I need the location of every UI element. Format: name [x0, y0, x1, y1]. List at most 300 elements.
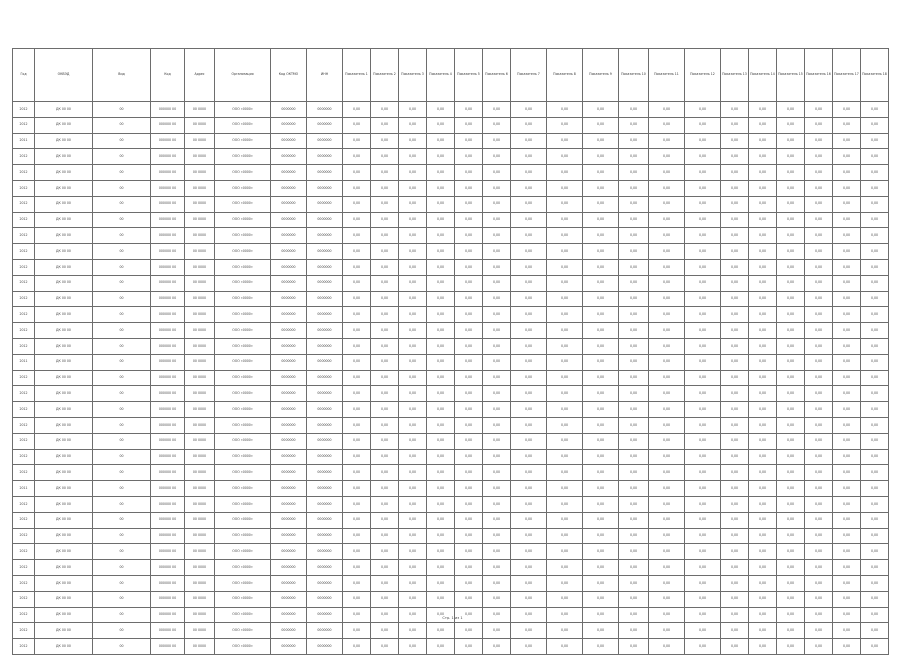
table-cell: 0,00	[399, 354, 427, 370]
table-cell: 000000 00	[151, 212, 185, 228]
table-row	[13, 165, 889, 181]
table-cell: 0,00	[371, 465, 399, 481]
table-cell: 0,00	[427, 528, 455, 544]
table-cell: 0,00	[399, 149, 427, 165]
table-cell: 0,00	[833, 512, 861, 528]
table-cell: 0,00	[685, 338, 721, 354]
table-cell: 0,00	[649, 417, 685, 433]
table-cell: 0000000	[271, 386, 307, 402]
table-cell: 00 0000	[185, 323, 215, 339]
table-cell: 0,00	[583, 244, 619, 260]
table-cell: 0,00	[721, 575, 749, 591]
table-cell: 0,00	[777, 275, 805, 291]
table-cell: 0,00	[721, 449, 749, 465]
table-cell: 0,00	[583, 623, 619, 639]
table-cell: 0,00	[777, 259, 805, 275]
table-cell: 0000000	[271, 244, 307, 260]
table-cell: 0,00	[483, 102, 511, 118]
table-cell: 0,00	[427, 575, 455, 591]
table-cell: 00 0000	[185, 244, 215, 260]
table-cell: 2012	[13, 323, 35, 339]
table-cell: 0,00	[583, 275, 619, 291]
table-cell: 0,00	[511, 544, 547, 560]
table-cell: 0,00	[371, 639, 399, 655]
table-cell: 00	[93, 386, 151, 402]
table-cell: 0,00	[371, 165, 399, 181]
table-cell: 0,00	[343, 259, 371, 275]
table-cell: 0,00	[721, 275, 749, 291]
table-cell: 0,00	[861, 149, 889, 165]
table-cell: 0,00	[547, 544, 583, 560]
table-row	[13, 370, 889, 386]
table-cell: 00 0000	[185, 560, 215, 576]
table-cell: 0,00	[685, 623, 721, 639]
table-cell: 0000000	[307, 228, 343, 244]
table-cell: ДК 00 00	[35, 338, 93, 354]
table-cell: 0,00	[685, 560, 721, 576]
table-cell: 0,00	[777, 370, 805, 386]
table-cell: 0000000	[307, 481, 343, 497]
table-cell: 0,00	[399, 370, 427, 386]
table-cell: 0,00	[833, 370, 861, 386]
table-cell: 0000000	[307, 165, 343, 181]
table-cell: 0,00	[861, 481, 889, 497]
table-cell: 0000000	[307, 338, 343, 354]
table-cell: 000000 00	[151, 607, 185, 623]
table-cell: ДК 00 00	[35, 180, 93, 196]
table-cell: 0,00	[399, 133, 427, 149]
table-cell: 0000000	[271, 133, 307, 149]
table-cell: 00	[93, 465, 151, 481]
table-cell: 0,00	[371, 512, 399, 528]
table-cell: 000000 00	[151, 370, 185, 386]
table-cell: 00	[93, 244, 151, 260]
table-cell: 0,00	[547, 575, 583, 591]
table-cell: 0,00	[833, 180, 861, 196]
table-cell: 0,00	[721, 323, 749, 339]
table-cell: 0,00	[483, 259, 511, 275]
table-cell: 00 0000	[185, 575, 215, 591]
table-row	[13, 402, 889, 418]
table-cell: 0000000	[307, 544, 343, 560]
table-cell: 0,00	[749, 449, 777, 465]
table-cell: 2012	[13, 291, 35, 307]
column-header: Показатель 14	[749, 49, 777, 102]
table-cell: 0,00	[371, 180, 399, 196]
table-cell: 2012	[13, 639, 35, 655]
table-cell: 0,00	[685, 512, 721, 528]
table-cell: 0,00	[721, 102, 749, 118]
table-cell: 0000000	[307, 244, 343, 260]
table-cell: 0,00	[685, 180, 721, 196]
table-cell: 0,00	[833, 607, 861, 623]
table-cell: 0,00	[583, 370, 619, 386]
table-cell: 0,00	[619, 259, 649, 275]
table-cell: 0000000	[271, 165, 307, 181]
table-row	[13, 386, 889, 402]
table-cell: 0,00	[833, 196, 861, 212]
table-cell: 0,00	[483, 291, 511, 307]
table-cell: 0,00	[721, 117, 749, 133]
table-cell: 0,00	[777, 481, 805, 497]
table-cell: 0,00	[371, 212, 399, 228]
table-cell: 0,00	[455, 259, 483, 275]
table-cell: 0,00	[511, 370, 547, 386]
table-cell: 00	[93, 433, 151, 449]
table-cell: 0,00	[861, 402, 889, 418]
table-cell: ДК 00 00	[35, 117, 93, 133]
table-cell: 0000000	[271, 512, 307, 528]
table-cell: 0,00	[547, 607, 583, 623]
table-cell: 0,00	[547, 244, 583, 260]
table-cell: 00	[93, 102, 151, 118]
table-cell: 0,00	[455, 449, 483, 465]
table-cell: 0,00	[685, 449, 721, 465]
table-cell: 000000 00	[151, 417, 185, 433]
table-cell: 00	[93, 338, 151, 354]
table-cell: 00 0000	[185, 196, 215, 212]
table-cell: 0,00	[805, 149, 833, 165]
table-cell: 00	[93, 180, 151, 196]
table-cell: 0000000	[271, 307, 307, 323]
table-cell: 0,00	[777, 402, 805, 418]
table-cell: 0,00	[547, 528, 583, 544]
table-cell: 0,00	[833, 275, 861, 291]
table-cell: 0,00	[721, 338, 749, 354]
table-cell: ООО «0000»	[215, 117, 271, 133]
table-cell: 0000000	[307, 465, 343, 481]
column-header: Код ОКТМО	[271, 49, 307, 102]
table-cell: 0,00	[861, 338, 889, 354]
table-cell: 0,00	[371, 496, 399, 512]
table-cell: 000000 00	[151, 338, 185, 354]
table-cell: 0,00	[649, 244, 685, 260]
table-cell: ООО «0000»	[215, 623, 271, 639]
table-cell: 0,00	[619, 607, 649, 623]
table-cell: 0000000	[307, 323, 343, 339]
table-cell: 0,00	[777, 212, 805, 228]
table-cell: 0,00	[583, 528, 619, 544]
table-cell: 0,00	[583, 354, 619, 370]
table-cell: ДК 00 00	[35, 196, 93, 212]
table-cell: 0,00	[805, 528, 833, 544]
table-cell: 0,00	[805, 433, 833, 449]
table-cell: 2012	[13, 386, 35, 402]
table-cell: ООО «0000»	[215, 102, 271, 118]
table-cell: 0,00	[685, 307, 721, 323]
table-cell: 0,00	[861, 433, 889, 449]
table-cell: 0,00	[805, 259, 833, 275]
table-cell: 00 0000	[185, 481, 215, 497]
table-cell: 0,00	[685, 465, 721, 481]
table-cell: 0000000	[271, 449, 307, 465]
table-cell: 0,00	[749, 433, 777, 449]
table-cell: 0,00	[583, 323, 619, 339]
table-cell: 000000 00	[151, 323, 185, 339]
table-cell: 0,00	[805, 449, 833, 465]
table-cell: 0,00	[777, 323, 805, 339]
table-cell: 0000000	[271, 591, 307, 607]
table-cell: 00	[93, 212, 151, 228]
table-cell: 0,00	[547, 496, 583, 512]
table-cell: 0,00	[455, 307, 483, 323]
table-cell: 0,00	[749, 370, 777, 386]
table-cell: 0,00	[805, 117, 833, 133]
table-cell: 0,00	[427, 591, 455, 607]
table-cell: 0,00	[833, 481, 861, 497]
table-cell: ДК 00 00	[35, 607, 93, 623]
table-cell: 2012	[13, 149, 35, 165]
table-cell: 0,00	[749, 275, 777, 291]
table-cell: 0,00	[619, 244, 649, 260]
table-cell: ООО «0000»	[215, 481, 271, 497]
table-cell: 0,00	[721, 623, 749, 639]
table-cell: 0,00	[455, 338, 483, 354]
table-cell: 0,00	[427, 259, 455, 275]
table-cell: 0,00	[483, 607, 511, 623]
table-cell: 0000000	[307, 196, 343, 212]
table-cell: 0,00	[649, 228, 685, 244]
table-cell: 2011	[13, 354, 35, 370]
table-cell: 0,00	[833, 354, 861, 370]
table-cell: 0,00	[371, 575, 399, 591]
column-header: Показатель 2	[371, 49, 399, 102]
table-cell: ДК 00 00	[35, 244, 93, 260]
table-cell: 00	[93, 575, 151, 591]
table-cell: 00	[93, 591, 151, 607]
table-cell: 2012	[13, 259, 35, 275]
table-cell: ООО «0000»	[215, 575, 271, 591]
table-cell: 0,00	[805, 544, 833, 560]
table-cell: 0,00	[805, 307, 833, 323]
table-cell: ДК 00 00	[35, 212, 93, 228]
table-cell: 0,00	[833, 228, 861, 244]
table-cell: 00 0000	[185, 417, 215, 433]
table-cell: 0,00	[511, 465, 547, 481]
column-header: Показатель 13	[721, 49, 749, 102]
table-cell: 0,00	[805, 291, 833, 307]
table-cell: 2012	[13, 544, 35, 560]
table-cell: 0000000	[271, 465, 307, 481]
table-cell: 0,00	[399, 338, 427, 354]
table-cell: 0000000	[271, 354, 307, 370]
table-cell: 0,00	[685, 639, 721, 655]
table-cell: 0,00	[777, 354, 805, 370]
table-cell: 0,00	[427, 417, 455, 433]
table-cell: 0,00	[721, 370, 749, 386]
table-cell: ДК 00 00	[35, 433, 93, 449]
table-cell: 2012	[13, 370, 35, 386]
table-cell: 0,00	[371, 291, 399, 307]
table-cell: 00 0000	[185, 402, 215, 418]
table-cell: 0000000	[271, 623, 307, 639]
table-cell: 0,00	[749, 133, 777, 149]
table-cell: 0,00	[649, 117, 685, 133]
table-cell: 0,00	[619, 386, 649, 402]
table-cell: 0,00	[649, 623, 685, 639]
table-cell: 0,00	[483, 307, 511, 323]
table-cell: 0,00	[427, 291, 455, 307]
table-cell: 0,00	[455, 528, 483, 544]
table-cell: 0,00	[583, 307, 619, 323]
table-cell: 0,00	[649, 481, 685, 497]
table-cell: 000000 00	[151, 275, 185, 291]
table-cell: ДК 00 00	[35, 102, 93, 118]
table-cell: 2012	[13, 465, 35, 481]
table-cell: 00 0000	[185, 433, 215, 449]
table-cell: 0,00	[777, 196, 805, 212]
table-cell: 0,00	[685, 370, 721, 386]
table-cell: 0,00	[833, 259, 861, 275]
table-cell: 0000000	[307, 449, 343, 465]
table-cell: 0,00	[749, 228, 777, 244]
table-cell: 0,00	[619, 560, 649, 576]
table-cell: ООО «0000»	[215, 402, 271, 418]
table-cell: 0,00	[649, 275, 685, 291]
table-cell: 0,00	[805, 133, 833, 149]
table-cell: 0,00	[583, 165, 619, 181]
table-cell: 0,00	[583, 591, 619, 607]
table-cell: ДК 00 00	[35, 402, 93, 418]
table-cell: 0,00	[721, 133, 749, 149]
table-cell: 0,00	[721, 307, 749, 323]
table-cell: 0,00	[547, 433, 583, 449]
table-cell: 00 0000	[185, 496, 215, 512]
table-cell: 0000000	[271, 528, 307, 544]
table-cell: 0,00	[777, 591, 805, 607]
table-cell: 0,00	[455, 639, 483, 655]
table-cell: 0,00	[649, 607, 685, 623]
table-cell: 0,00	[399, 212, 427, 228]
table-cell: 0,00	[511, 560, 547, 576]
table-cell: ДК 00 00	[35, 370, 93, 386]
table-cell: 00 0000	[185, 133, 215, 149]
column-header: Показатель 11	[649, 49, 685, 102]
table-cell: 0,00	[721, 165, 749, 181]
table-cell: 0,00	[685, 528, 721, 544]
table-row	[13, 560, 889, 576]
table-cell: 000000 00	[151, 512, 185, 528]
table-cell: 0000000	[271, 338, 307, 354]
table-row	[13, 259, 889, 275]
table-cell: 0,00	[861, 417, 889, 433]
table-cell: 0,00	[483, 496, 511, 512]
column-header: ИНН	[307, 49, 343, 102]
table-cell: 0,00	[833, 402, 861, 418]
table-cell: 0,00	[777, 338, 805, 354]
table-cell: 0,00	[619, 275, 649, 291]
table-cell: 0,00	[649, 102, 685, 118]
table-cell: 0,00	[685, 591, 721, 607]
table-cell: 00	[93, 323, 151, 339]
table-cell: 0,00	[619, 623, 649, 639]
table-row	[13, 449, 889, 465]
table-cell: 0,00	[619, 528, 649, 544]
table-cell: 0000000	[307, 275, 343, 291]
table-cell: 0,00	[721, 402, 749, 418]
table-cell: 0,00	[399, 512, 427, 528]
column-header: Адрес	[185, 49, 215, 102]
table-cell: 0,00	[455, 133, 483, 149]
table-cell: 0,00	[583, 433, 619, 449]
table-cell: 0,00	[833, 639, 861, 655]
table-cell: 0,00	[343, 607, 371, 623]
table-cell: 0,00	[427, 212, 455, 228]
table-cell: 0,00	[455, 386, 483, 402]
table-cell: 0,00	[777, 291, 805, 307]
table-cell: 0,00	[511, 512, 547, 528]
table-cell: 2012	[13, 449, 35, 465]
column-header: Показатель 9	[583, 49, 619, 102]
table-cell: 2012	[13, 117, 35, 133]
table-cell: 0,00	[455, 180, 483, 196]
table-cell: 2012	[13, 575, 35, 591]
table-cell: 0,00	[547, 370, 583, 386]
table-cell: 2011	[13, 481, 35, 497]
table-cell: 0000000	[307, 386, 343, 402]
table-cell: 0,00	[583, 449, 619, 465]
table-cell: 0,00	[399, 417, 427, 433]
table-cell: 0,00	[427, 149, 455, 165]
table-cell: 0000000	[307, 259, 343, 275]
table-cell: 0,00	[619, 370, 649, 386]
table-cell: ДК 00 00	[35, 228, 93, 244]
table-cell: 0,00	[721, 180, 749, 196]
table-cell: 0,00	[619, 433, 649, 449]
table-cell: 000000 00	[151, 259, 185, 275]
table-cell: 0,00	[399, 117, 427, 133]
table-cell: 0,00	[427, 465, 455, 481]
table-cell: 0,00	[371, 433, 399, 449]
table-cell: 0000000	[271, 417, 307, 433]
table-cell: 0,00	[619, 417, 649, 433]
table-cell: 0,00	[777, 244, 805, 260]
table-cell: 0,00	[399, 228, 427, 244]
table-cell: 0,00	[511, 433, 547, 449]
table-cell: 0,00	[511, 354, 547, 370]
table-cell: 0,00	[547, 465, 583, 481]
table-cell: 0,00	[649, 402, 685, 418]
table-cell: 0,00	[427, 560, 455, 576]
table-cell: 000000 00	[151, 180, 185, 196]
table-cell: 0,00	[805, 575, 833, 591]
table-cell: 0,00	[399, 560, 427, 576]
table-cell: 0,00	[483, 417, 511, 433]
table-cell: 0,00	[427, 639, 455, 655]
table-cell: 0,00	[483, 338, 511, 354]
table-cell: 0,00	[749, 528, 777, 544]
table-cell: 0000000	[307, 639, 343, 655]
table-cell: 0,00	[399, 196, 427, 212]
table-cell: 000000 00	[151, 228, 185, 244]
column-header: Показатель 17	[833, 49, 861, 102]
table-cell: 0,00	[649, 149, 685, 165]
table-cell: 0,00	[511, 212, 547, 228]
table-cell: 0,00	[455, 291, 483, 307]
table-cell: 0,00	[685, 212, 721, 228]
table-cell: 000000 00	[151, 591, 185, 607]
table-cell: 0,00	[619, 338, 649, 354]
table-cell: 0,00	[343, 481, 371, 497]
column-header: Показатель 8	[547, 49, 583, 102]
column-header: ОКВЭД	[35, 49, 93, 102]
table-cell: 000000 00	[151, 165, 185, 181]
table-cell: 000000 00	[151, 560, 185, 576]
table-cell: 000000 00	[151, 544, 185, 560]
table-cell: 0,00	[861, 386, 889, 402]
table-cell: 0,00	[547, 307, 583, 323]
table-cell: 0,00	[619, 402, 649, 418]
